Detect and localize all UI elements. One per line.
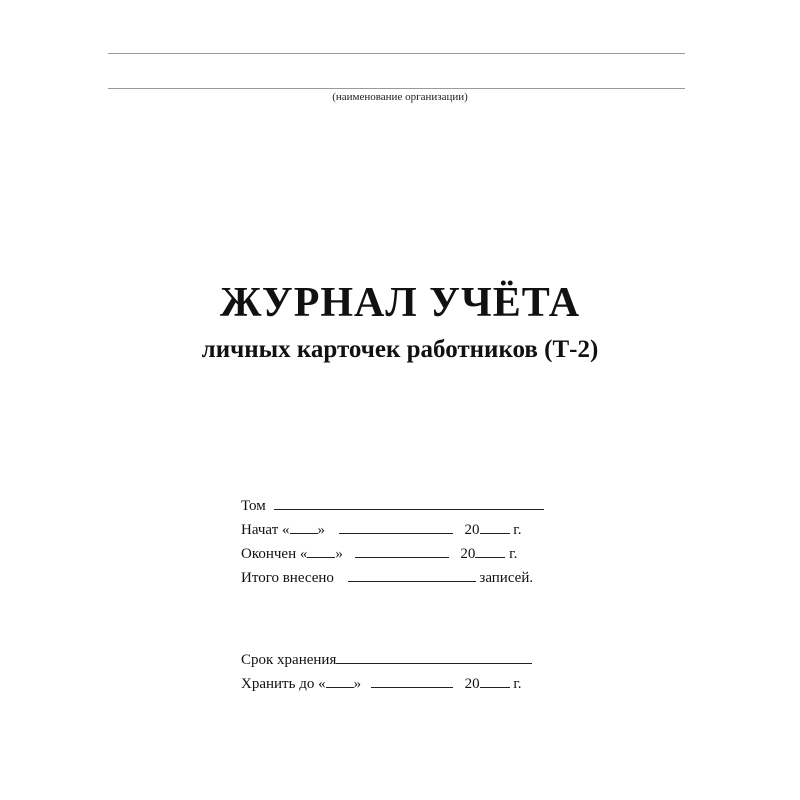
finished-year-blank	[475, 543, 505, 558]
total-count-blank	[348, 567, 476, 582]
started-year-prefix: 20	[464, 522, 480, 538]
finished-year-suffix: г.	[509, 546, 518, 562]
journal-fields	[241, 494, 544, 590]
records-suffix: записей.	[479, 570, 534, 586]
storage-fields	[241, 648, 532, 696]
started-day-blank	[290, 519, 318, 534]
volume-blank	[274, 495, 544, 510]
started-year-suffix: г.	[513, 522, 522, 538]
finished-quote-close: »	[335, 546, 343, 562]
org-name-line	[108, 88, 685, 89]
keep-until-year-prefix: 20	[464, 676, 480, 692]
volume-label: Том	[241, 498, 266, 514]
finished-year-prefix: 20	[460, 546, 476, 562]
started-quote-close: »	[317, 522, 326, 538]
started-row	[241, 518, 544, 542]
started-month-blank	[339, 519, 453, 534]
keep-until-label: Хранить до «	[241, 676, 326, 692]
journal-subtitle: личных карточек работников (Т-2)	[201, 336, 599, 363]
volume-row	[241, 494, 544, 518]
storage-blank	[336, 649, 532, 664]
keep-until-year-blank	[480, 673, 510, 688]
keep-until-month-blank	[371, 673, 453, 688]
keep-until-year-suffix: г.	[513, 676, 522, 692]
keep-until-row	[241, 672, 532, 696]
journal-title: ЖУРНАЛ УЧЁТА	[219, 280, 581, 326]
header-line-top	[108, 53, 685, 54]
finished-label: Окончен «	[241, 546, 308, 562]
storage-row	[241, 648, 532, 672]
storage-label: Срок хранения	[241, 652, 337, 668]
org-name-caption: (наименование организации)	[332, 91, 468, 103]
keep-until-day-blank	[326, 673, 354, 688]
finished-row	[241, 542, 544, 566]
total-row	[241, 566, 544, 590]
started-label: Начат «	[241, 522, 290, 538]
keep-until-quote-close: »	[353, 676, 362, 692]
total-label: Итого внесено	[241, 570, 334, 586]
finished-day-blank	[307, 543, 335, 558]
finished-month-blank	[355, 543, 449, 558]
started-year-blank	[480, 519, 510, 534]
